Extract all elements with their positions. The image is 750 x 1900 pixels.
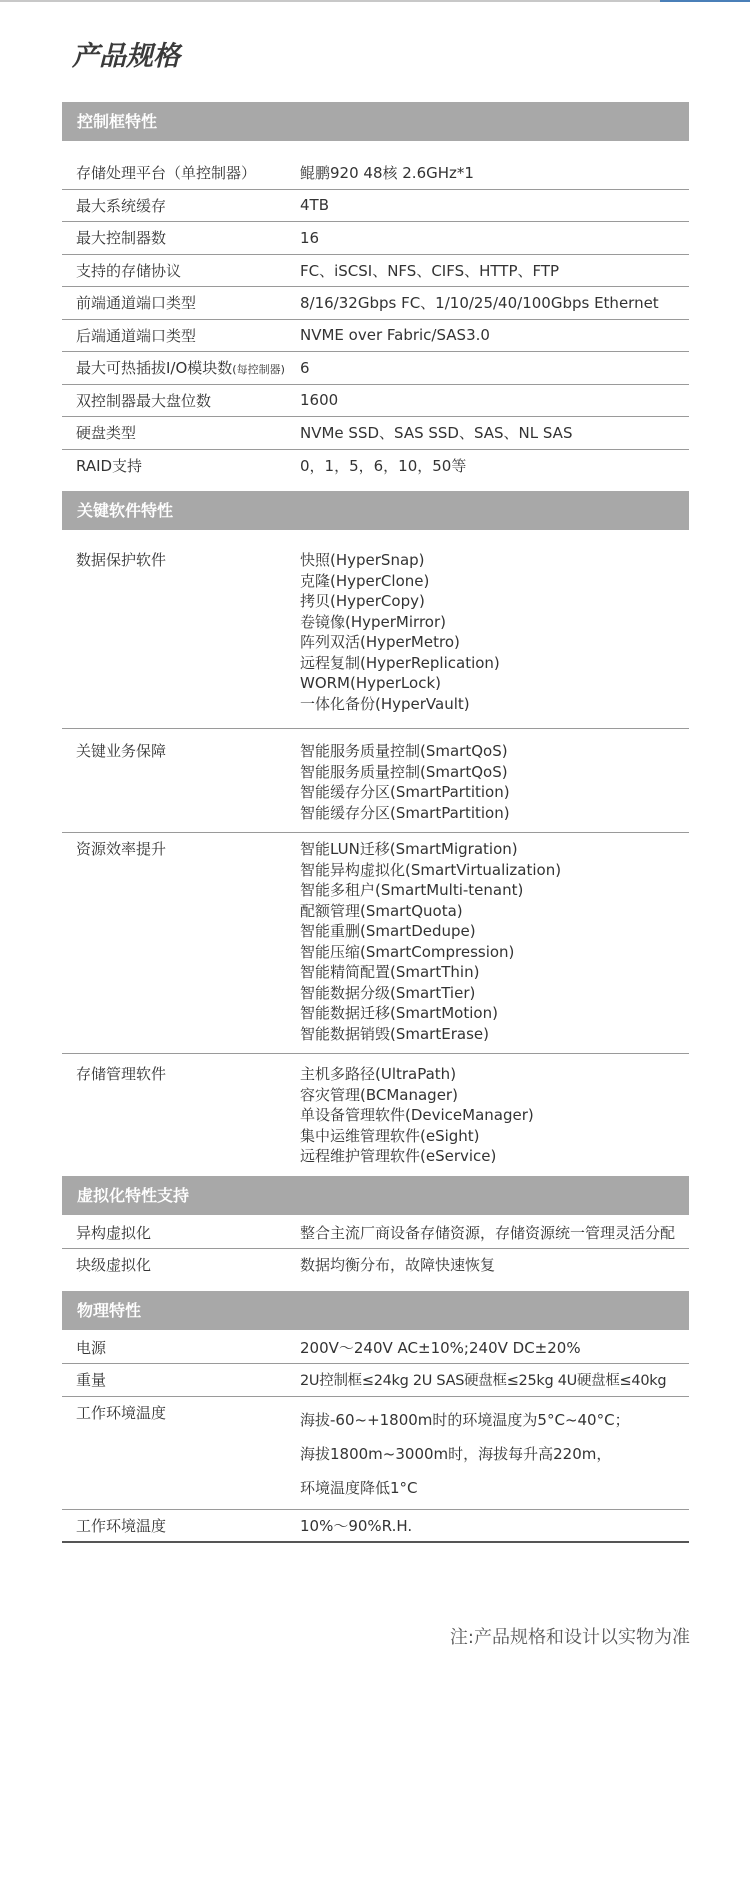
table-row xyxy=(62,157,689,190)
section-header-software: 关键软件特性 xyxy=(62,491,689,530)
list-item: 集中运维管理软件(eSight) xyxy=(300,1126,480,1145)
row-value: 10%～90%R.H. xyxy=(300,1516,413,1535)
table-row xyxy=(62,190,689,223)
row-value-list xyxy=(300,741,689,823)
row-label: 最大系统缓存 xyxy=(76,196,167,215)
row-label: 硬盘类型 xyxy=(76,424,137,443)
row-label: 数据保护软件 xyxy=(76,551,167,569)
top-divider-accent xyxy=(660,0,750,2)
row-value: 6 xyxy=(300,358,310,377)
row-label: 最大控制器数 xyxy=(76,229,167,248)
row-value: NVMe SSD、SAS SSD、SAS、NL SAS xyxy=(300,424,573,443)
list-item: 卷镜像(HyperMirror) xyxy=(300,612,446,631)
table-row xyxy=(62,729,689,833)
list-item: 智能服务质量控制(SmartQoS) xyxy=(300,742,508,760)
row-label: 双控制器最大盘位数 xyxy=(76,391,212,410)
list-item: 智能异构虚拟化(SmartVirtualization) xyxy=(300,860,562,879)
row-label: 重量 xyxy=(76,1371,107,1390)
list-item: 智能服务质量控制(SmartQoS) xyxy=(300,762,508,781)
list-item: 远程维护管理软件(eService) xyxy=(300,1147,497,1165)
table-row xyxy=(62,1510,689,1544)
row-value-list xyxy=(300,839,689,1044)
row-value: FC、iSCSI、NFS、CIFS、HTTP、FTP xyxy=(300,261,560,280)
list-item: 拷贝(HyperCopy) xyxy=(300,592,425,610)
row-label: RAID支持 xyxy=(76,456,143,475)
row-label: 存储管理软件 xyxy=(76,1065,167,1083)
row-label: 关键业务保障 xyxy=(76,742,167,760)
table-row xyxy=(62,385,689,418)
table-row xyxy=(62,1249,689,1281)
row-label: 前端通道端口类型 xyxy=(76,294,197,313)
row-value: 1600 xyxy=(300,391,339,410)
row-label: 支持的存储协议 xyxy=(76,261,182,280)
row-label: 工作环境温度 xyxy=(76,1403,167,1422)
list-item: 海拔-60~+1800m时的环境温度为5°C~40°C； xyxy=(300,1410,630,1429)
table-row xyxy=(62,833,689,1054)
top-divider xyxy=(0,0,750,2)
list-item: 克隆(HyperClone) xyxy=(300,571,430,590)
row-value: NVME over Fabric/SAS3.0 xyxy=(300,326,490,345)
row-label: 异构虚拟化 xyxy=(76,1223,152,1242)
footer-note: 注:产品规格和设计以实物为准 xyxy=(449,1627,690,1648)
row-value: 200V～240V AC±10%;240V DC±20% xyxy=(300,1338,581,1357)
table-row xyxy=(62,1397,689,1510)
row-value-list xyxy=(300,1403,689,1505)
list-item: 智能重删(SmartDedupe) xyxy=(300,922,476,940)
software-table xyxy=(62,538,689,1176)
row-label: 工作环境温度 xyxy=(76,1516,167,1535)
row-value: 整合主流厂商设备存储资源，存储资源统一管理灵活分配 xyxy=(300,1223,676,1242)
spec-sheet xyxy=(62,102,689,1543)
virtualization-table xyxy=(62,1217,689,1281)
row-label xyxy=(62,357,300,378)
list-item: 容灾管理(BCManager) xyxy=(300,1085,458,1104)
table-row xyxy=(62,1054,689,1176)
row-value: 数据均衡分布，故障快速恢复 xyxy=(300,1256,496,1275)
row-value: 2U控制框≤24kg 2U SAS硬盘框≤25kg 4U硬盘框≤40kg xyxy=(300,1373,667,1390)
list-item: 智能数据迁移(SmartMotion) xyxy=(300,1004,498,1022)
section-header-physical: 物理特性 xyxy=(62,1291,689,1330)
page-title: 产品规格 xyxy=(72,41,180,72)
table-row xyxy=(62,417,689,450)
section-header-controller: 控制框特性 xyxy=(62,102,689,141)
list-item: 智能缓存分区(SmartPartition) xyxy=(300,803,510,822)
list-item: 海拔1800m~3000m时，海拔每升高220m， xyxy=(300,1444,612,1463)
row-label: 资源效率提升 xyxy=(76,840,167,858)
row-value: 4TB xyxy=(300,196,329,215)
row-label: 块级虚拟化 xyxy=(76,1256,152,1275)
list-item: 智能多租户(SmartMulti-tenant) xyxy=(300,881,524,899)
table-row xyxy=(62,1364,689,1397)
row-value-list xyxy=(300,1064,689,1167)
table-row xyxy=(62,222,689,255)
list-item: 环境温度降低1°C xyxy=(300,1478,418,1497)
table-row xyxy=(62,287,689,320)
row-value-list xyxy=(300,550,689,714)
controller-table xyxy=(62,157,689,481)
list-item: 配额管理(SmartQuota) xyxy=(300,901,463,920)
row-value: 16 xyxy=(300,228,320,247)
row-value: 8/16/32Gbps FC、1/10/25/40/100Gbps Ethernet xyxy=(300,294,659,313)
list-item: 快照(HyperSnap) xyxy=(300,551,425,569)
list-item: 智能压缩(SmartCompression) xyxy=(300,942,515,961)
list-item: 智能精简配置(SmartThin) xyxy=(300,963,480,981)
list-item: 主机多路径(UltraPath) xyxy=(300,1065,457,1083)
row-label-note: (每控制器) xyxy=(232,363,285,377)
list-item: 智能数据分级(SmartTier) xyxy=(300,983,476,1002)
table-row xyxy=(62,255,689,288)
table-row xyxy=(62,1217,689,1250)
list-item: 智能缓存分区(SmartPartition) xyxy=(300,783,510,801)
list-item: 智能LUN迁移(SmartMigration) xyxy=(300,840,518,858)
list-item: 远程复制(HyperReplication) xyxy=(300,653,500,672)
row-label: 存储处理平台（单控制器） xyxy=(76,164,257,183)
physical-table xyxy=(62,1332,689,1544)
list-item: 一体化备份(HyperVault) xyxy=(300,694,470,713)
row-value: 0，1，5，6，10，50等 xyxy=(300,456,467,475)
row-label: 后端通道端口类型 xyxy=(76,326,197,345)
row-label-text: 最大可热插拔I/O模块数 xyxy=(76,359,233,378)
section-header-virtualization: 虚拟化特性支持 xyxy=(62,1176,689,1215)
table-row xyxy=(62,450,689,482)
list-item: 单设备管理软件(DeviceManager) xyxy=(300,1106,534,1124)
list-item: WORM(HyperLock) xyxy=(300,674,441,692)
list-item: 阵列双活(HyperMetro) xyxy=(300,633,460,651)
list-item: 智能数据销毁(SmartErase) xyxy=(300,1024,489,1043)
row-label: 电源 xyxy=(76,1338,107,1357)
row-value: 鲲鹏920 48核 2.6GHz*1 xyxy=(300,164,474,183)
table-row xyxy=(62,320,689,353)
table-row xyxy=(62,352,689,385)
table-row xyxy=(62,1332,689,1365)
table-row xyxy=(62,538,689,729)
